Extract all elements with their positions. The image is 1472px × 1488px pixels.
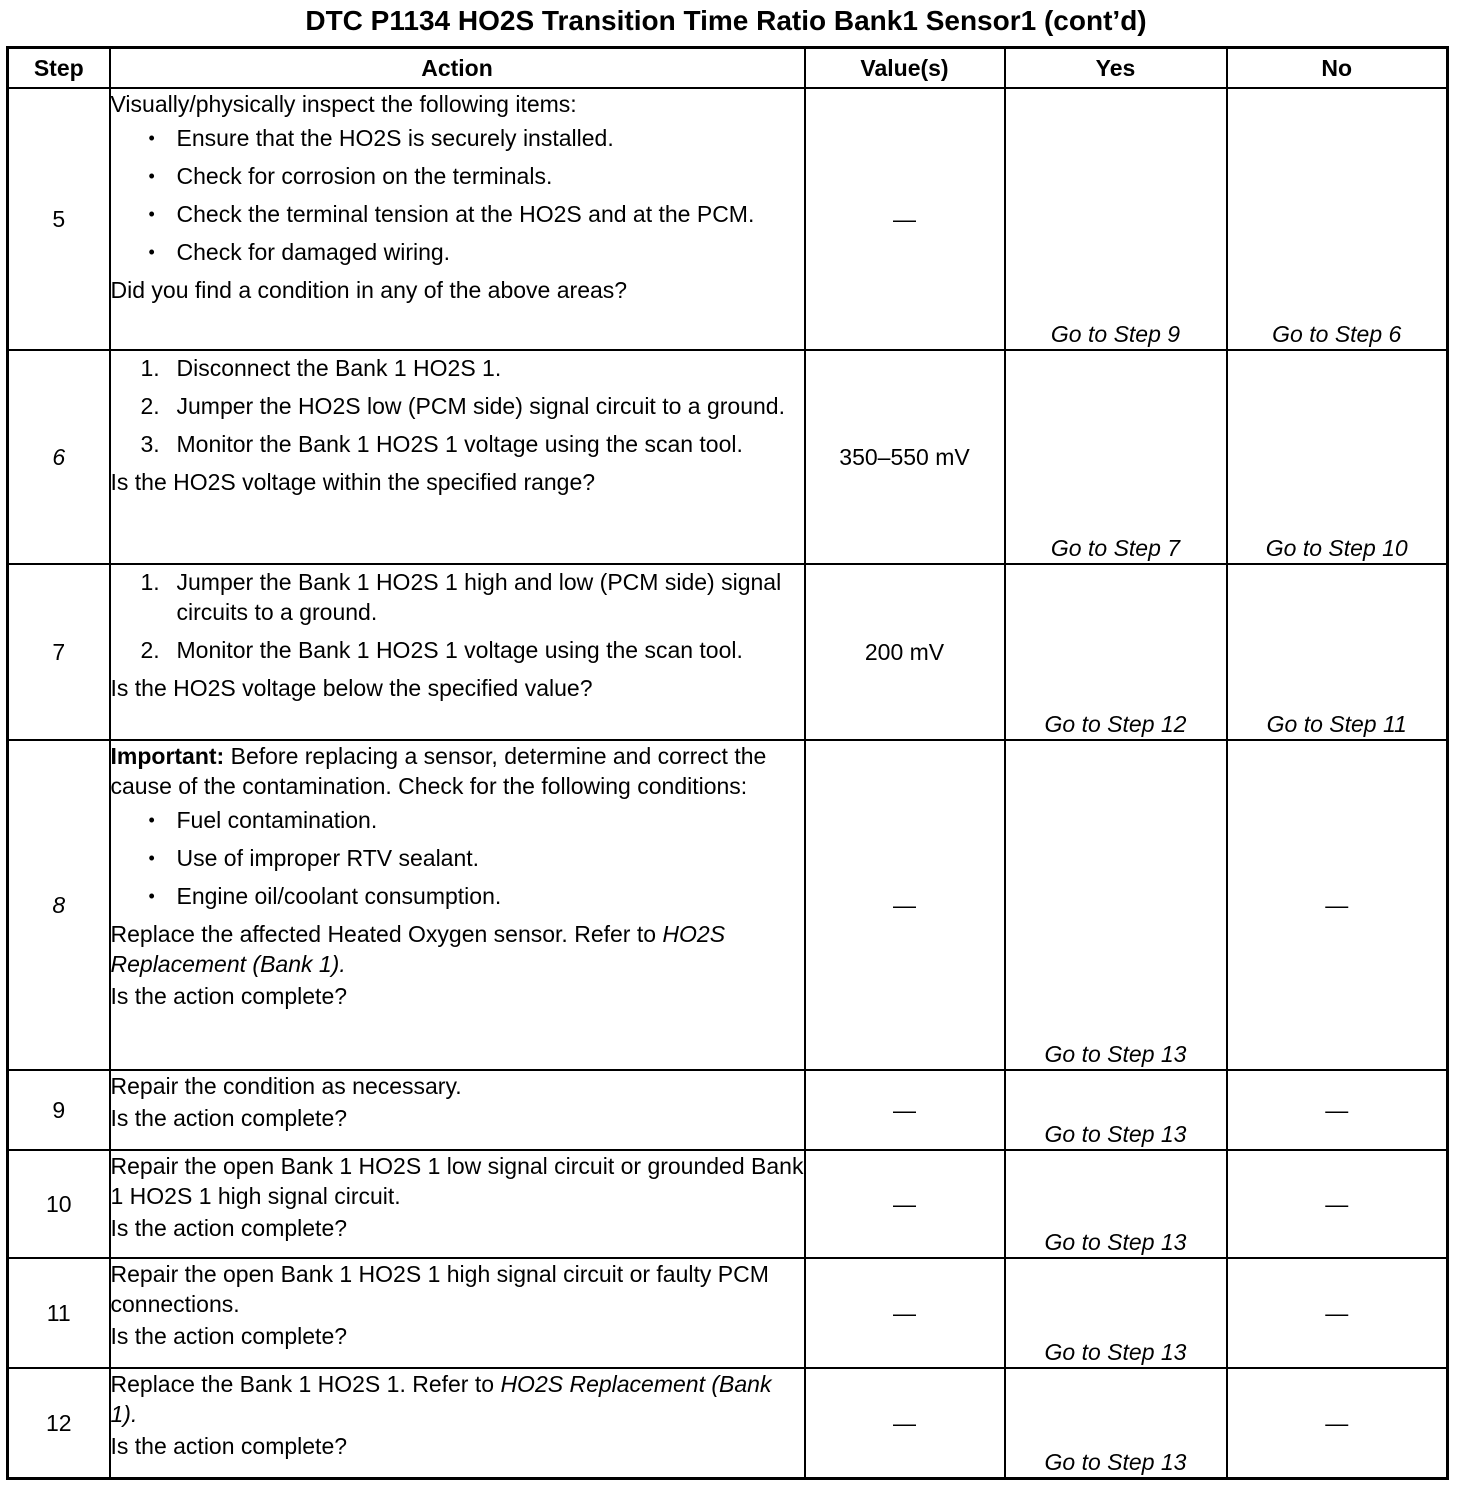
- important-text: Before replacing a sensor, determine and correct the cause of the contamination. Check for the following conditions:: [110, 743, 767, 799]
- list-item: • Fuel contamination.: [111, 805, 804, 835]
- procedure-reference: HO2S Replacement (Bank 1).: [110, 1371, 772, 1427]
- no-result: Go to Step 6: [1227, 88, 1448, 350]
- list-text: Jumper the Bank 1 HO2S 1 high and low (PCM side) signal circuits to a ground.: [176, 569, 782, 625]
- list-item: • Check for corrosion on the terminals.: [111, 161, 804, 191]
- action-question: Is the action complete?: [110, 1433, 348, 1459]
- step-number: 5: [8, 88, 110, 350]
- action-question: Is the action complete?: [110, 1215, 348, 1241]
- header-values: Value(s): [805, 48, 1005, 89]
- no-result: —: [1227, 1258, 1448, 1368]
- action-instruction: Repair the open Bank 1 HO2S 1 low signal circuit or grounded Bank 1 HO2S 1 high signal circuit.: [110, 1153, 804, 1209]
- step-action: [110, 350, 805, 564]
- step-row-11: [8, 1258, 1448, 1368]
- step-value: —: [805, 1258, 1005, 1368]
- action-instruction: [111, 919, 804, 979]
- header-row: [8, 48, 1448, 89]
- procedure-reference: HO2S Replacement (Bank 1).: [110, 921, 726, 977]
- instruction-text: Replace the affected Heated Oxygen sensor. Refer to: [110, 921, 657, 947]
- action-question: Is the action complete?: [110, 1323, 348, 1349]
- step-number: 6: [8, 350, 110, 564]
- step-number: 10: [8, 1150, 110, 1258]
- header-yes: Yes: [1005, 48, 1227, 89]
- no-result: Go to Step 11: [1227, 564, 1448, 740]
- step-value: —: [805, 1150, 1005, 1258]
- header-no: No: [1227, 48, 1448, 89]
- action-question: Did you find a condition in any of the above areas?: [110, 277, 628, 303]
- step-value: 350–550 mV: [805, 350, 1005, 564]
- list-text: Monitor the Bank 1 HO2S 1 voltage using the scan tool.: [176, 431, 743, 457]
- check-list: [111, 123, 804, 267]
- step-row-7: [8, 564, 1448, 740]
- step-value: —: [805, 88, 1005, 350]
- list-item: [111, 567, 804, 627]
- step-action: [110, 564, 805, 740]
- header-action: Action: [110, 48, 805, 89]
- action-question: Is the action complete?: [110, 1105, 348, 1131]
- list-item: • Use of improper RTV sealant.: [111, 843, 804, 873]
- list-number: 2.: [140, 637, 160, 663]
- yes-result: Go to Step 13: [1005, 1368, 1227, 1478]
- step-value: 200 mV: [805, 564, 1005, 740]
- step-action: [110, 740, 805, 1070]
- list-item: [111, 353, 804, 383]
- yes-result: Go to Step 13: [1005, 740, 1227, 1070]
- header-step: Step: [8, 48, 110, 89]
- step-row-12: [8, 1368, 1448, 1478]
- important-note: [111, 741, 804, 801]
- step-action: [110, 1258, 805, 1368]
- list-text: Jumper the HO2S low (PCM side) signal circuit to a ground.: [176, 393, 785, 419]
- action-instruction: [111, 1369, 804, 1429]
- list-number: 3.: [140, 431, 160, 457]
- no-result: Go to Step 10: [1227, 350, 1448, 564]
- important-label: Important:: [110, 743, 225, 769]
- no-result: —: [1227, 1150, 1448, 1258]
- list-item: • Ensure that the HO2S is securely installed.: [111, 123, 804, 153]
- list-item: • Engine oil/coolant consumption.: [111, 881, 804, 911]
- step-action: [110, 1368, 805, 1478]
- procedure-list: [111, 567, 804, 665]
- list-text: Disconnect the Bank 1 HO2S 1.: [176, 355, 502, 381]
- list-text: Monitor the Bank 1 HO2S 1 voltage using the scan tool.: [176, 637, 743, 663]
- list-number: 2.: [140, 393, 160, 419]
- yes-result: Go to Step 9: [1005, 88, 1227, 350]
- step-row-6: [8, 350, 1448, 564]
- step-row-5: [8, 88, 1448, 350]
- step-value: —: [805, 1368, 1005, 1478]
- list-item: [111, 391, 804, 421]
- no-result: —: [1227, 740, 1448, 1070]
- yes-result: Go to Step 12: [1005, 564, 1227, 740]
- step-number: 7: [8, 564, 110, 740]
- list-item: [111, 429, 804, 459]
- step-row-10: [8, 1150, 1448, 1258]
- yes-result: Go to Step 13: [1005, 1150, 1227, 1258]
- step-value: —: [805, 740, 1005, 1070]
- yes-result: Go to Step 7: [1005, 350, 1227, 564]
- step-number: 11: [8, 1258, 110, 1368]
- step-row-9: [8, 1070, 1448, 1150]
- action-question: Is the HO2S voltage below the specified value?: [110, 675, 593, 701]
- list-number: 1.: [140, 355, 160, 381]
- list-number: 1.: [140, 569, 160, 595]
- list-item: • Check the terminal tension at the HO2S and at the PCM.: [111, 199, 804, 229]
- instruction-text: Replace the Bank 1 HO2S 1. Refer to: [110, 1371, 495, 1397]
- yes-result: Go to Step 13: [1005, 1070, 1227, 1150]
- list-item: • Check for damaged wiring.: [111, 237, 804, 267]
- step-number: 9: [8, 1070, 110, 1150]
- action-question: Is the HO2S voltage within the specified range?: [110, 469, 596, 495]
- step-number: 12: [8, 1368, 110, 1478]
- no-result: —: [1227, 1070, 1448, 1150]
- procedure-list: [111, 353, 804, 459]
- yes-result: Go to Step 13: [1005, 1258, 1227, 1368]
- step-value: —: [805, 1070, 1005, 1150]
- action-instruction: Repair the open Bank 1 HO2S 1 high signal circuit or faulty PCM connections.: [110, 1261, 769, 1317]
- no-result: —: [1227, 1368, 1448, 1478]
- step-action: [110, 1070, 805, 1150]
- list-item: [111, 635, 804, 665]
- action-instruction: Repair the condition as necessary.: [110, 1073, 462, 1099]
- action-intro: Visually/physically inspect the following items:: [110, 91, 577, 117]
- step-action: [110, 1150, 805, 1258]
- step-number: 8: [8, 740, 110, 1070]
- page-title: DTC P1134 HO2S Transition Time Ratio Bank1 Sensor1 (cont’d): [305, 5, 1147, 36]
- step-row-8: [8, 740, 1448, 1070]
- condition-list: [111, 805, 804, 911]
- diagnostic-table: [6, 46, 1449, 1480]
- action-question: Is the action complete?: [110, 983, 348, 1009]
- step-action: [110, 88, 805, 350]
